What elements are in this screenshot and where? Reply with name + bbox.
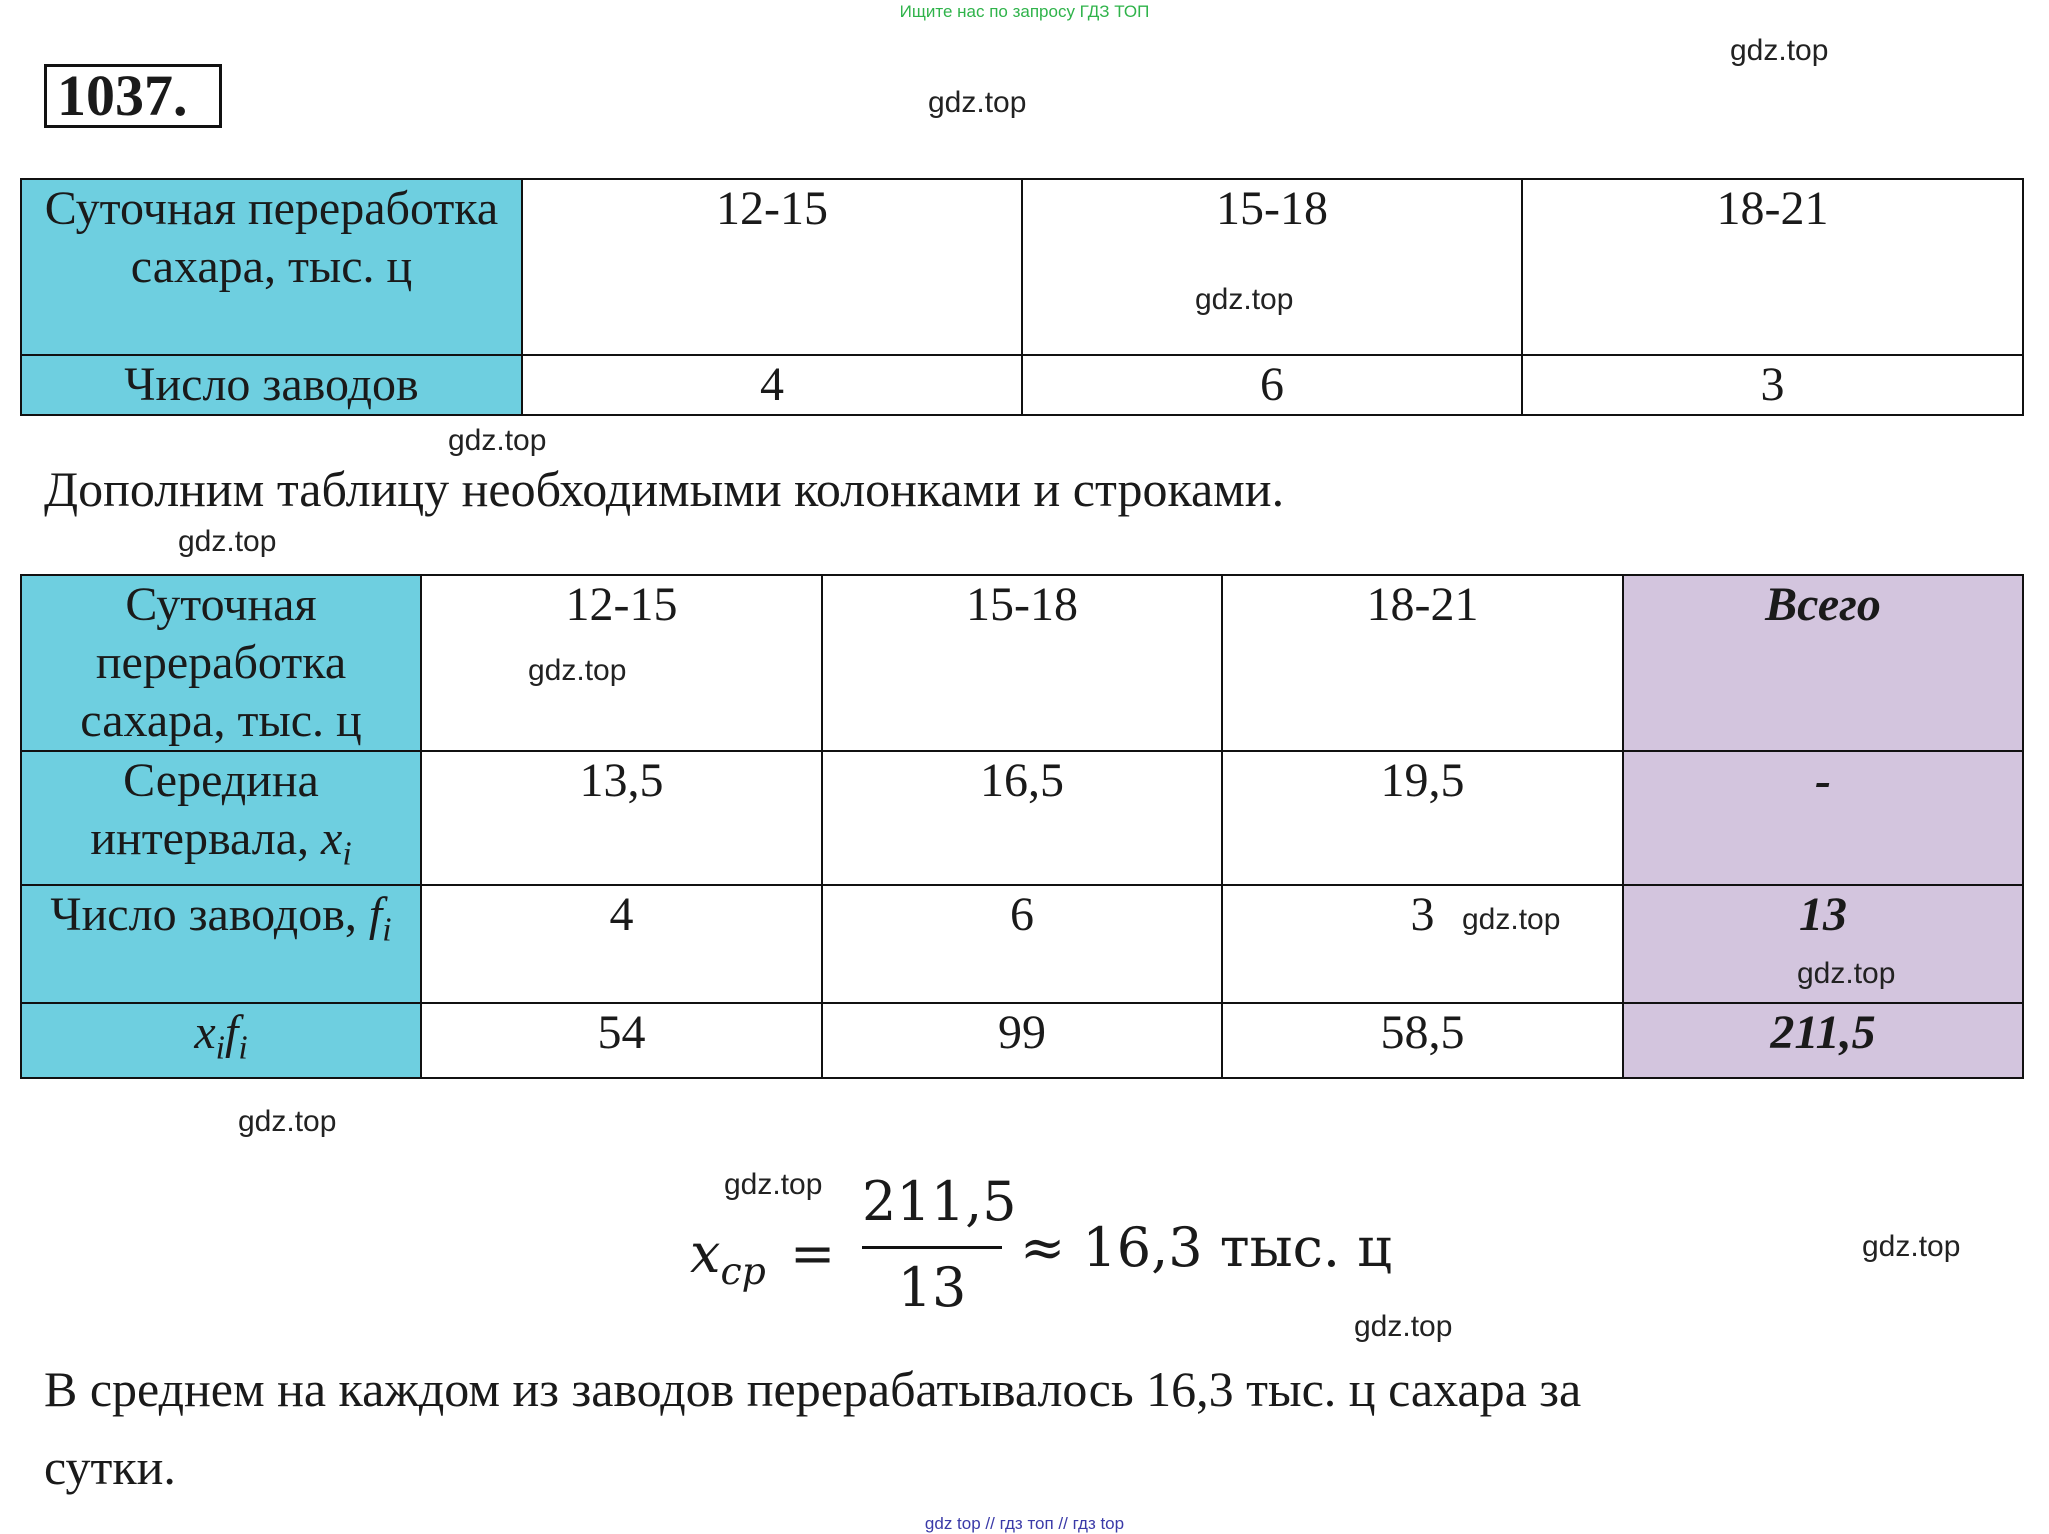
table-row [21,355,2023,415]
midpoint-cell: 13,5 [421,751,822,885]
formula-numerator: 211,5 [862,1170,1017,1233]
count-cell: 3 [1222,885,1623,1003]
count-cell: 3 [1522,355,2023,415]
count-cell: 4 [522,355,1022,415]
count-cell: 6 [1022,355,1522,415]
watermark: gdz.top [928,86,1027,119]
watermark: gdz.top [528,654,627,687]
extended-data-table [20,574,2024,1079]
problem-number: 1037. [44,64,222,128]
count-cell: 4 [421,885,822,1003]
interval-cell: 12-15 [522,179,1022,355]
fraction-bar [862,1246,1002,1249]
product-cell: 54 [421,1003,822,1079]
product-total-cell: 211,5 [1623,1003,2023,1079]
watermark: gdz.top [1354,1310,1453,1343]
instruction-text: Дополним таблицу необходимыми колонками и строками. [44,461,1285,517]
row-header-interval-midpoint: Середина интервала, $x_i$ [21,751,421,885]
interval-cell: 15-18 [822,575,1222,751]
watermark: gdz.top [1462,903,1561,936]
row-header-daily-processing: Суточная переработка сахара, тыс. ц [21,575,421,751]
total-header: Всего [1623,575,2023,751]
table-row [21,179,2023,355]
table-row [21,1003,2023,1079]
midpoint-total-cell: - [1623,751,2023,885]
watermark: gdz.top [1730,34,1829,67]
footer-links: gdz top // гдз топ // гдз top [924,1514,1125,1533]
formula-result: ≈ 16,3 тыс. ц [1020,1216,1392,1279]
row-header-plant-count: Число заводов [21,355,522,415]
formula-equals: = [790,1222,836,1285]
product-cell: 58,5 [1222,1003,1623,1079]
watermark: gdz.top [238,1105,337,1138]
watermark: gdz.top [724,1168,823,1201]
table-row [21,575,2023,751]
interval-cell: 15-18 [1022,179,1522,355]
midpoint-cell: 16,5 [822,751,1222,885]
row-header-product: $x_if_i$ [21,1003,421,1079]
source-data-table [20,178,2024,416]
watermark: gdz.top [1195,283,1294,316]
product-cell: 99 [822,1003,1222,1079]
count-cell: 6 [822,885,1222,1003]
row-header-plant-count: Число заводов, $f_i$ [21,885,421,1003]
interval-cell: 18-21 [1222,575,1623,751]
watermark: gdz.top [178,525,277,558]
watermark: gdz.top [448,424,547,457]
interval-cell: 12-15 [421,575,822,751]
row-header-daily-processing: Суточная переработка сахара, тыс. ц [21,179,522,355]
interval-cell: 18-21 [1522,179,2023,355]
top-search-note: Ищите нас по запросу ГДЗ ТОП [899,2,1150,21]
formula-lhs: $x_{ср}$ [690,1222,766,1293]
watermark: gdz.top [1862,1230,1961,1263]
conclusion-line-2: сутки. [44,1439,176,1495]
table-row [21,751,2023,885]
watermark: gdz.top [1797,957,1896,990]
conclusion-line-1: В среднем на каждом из заводов перерабатывалось 16,3 тыс. ц сахара за [44,1361,1582,1417]
midpoint-cell: 19,5 [1222,751,1623,885]
table-row [21,885,2023,1003]
formula-denominator: 13 [897,1256,967,1319]
count-total-cell: 13 [1623,885,2023,1003]
